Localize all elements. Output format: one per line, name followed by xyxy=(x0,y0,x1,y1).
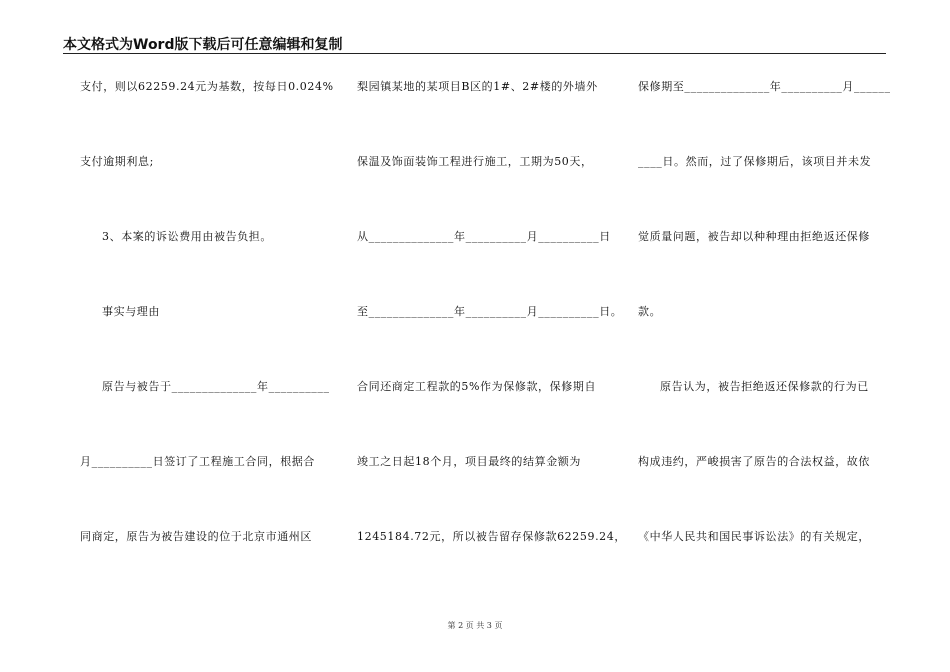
text-line: 同商定，原告为被告建设的位于北京市通州区 xyxy=(80,530,312,543)
text-line: 梨园镇某地的某项目B区的1#、2#楼的外墙外 xyxy=(357,80,598,93)
text-line: 原告认为，被告拒绝返还保修款的行为已 xyxy=(660,380,869,393)
section-heading: 事实与理由 xyxy=(102,305,160,318)
text-line: 原告与被告于______________年__________ xyxy=(102,380,330,393)
text-line: 构成违约，严峻损害了原告的合法权益，故依 xyxy=(638,455,870,468)
page-number-footer: 第 2 页 共 3 页 xyxy=(447,621,503,630)
text-line: 保修期至______________年__________月______ xyxy=(638,80,891,93)
text-line: 至______________年__________月__________日。 xyxy=(357,305,623,318)
text-line: 3、本案的诉讼费用由被告负担。 xyxy=(102,230,272,243)
text-line: 觉质量问题，被告却以种种理由拒绝返还保修 xyxy=(638,230,870,243)
text-line: 从______________年__________月__________日 xyxy=(357,230,611,243)
text-line: 合同还商定工程款的5%作为保修款，保修期自 xyxy=(357,380,597,393)
text-line: ____日。然而，过了保修期后，该项目并未发 xyxy=(638,155,872,168)
text-line: 支付逾期利息; xyxy=(80,155,154,168)
text-line: 保温及饰面装饰工程进行施工，工期为50天， xyxy=(357,155,593,168)
header-divider xyxy=(63,53,886,54)
text-line: 支付，则以62259.24元为基数，按每日0.024% xyxy=(80,80,334,93)
text-line: 《中华人民共和国民事诉讼法》的有关规定， xyxy=(638,530,870,543)
document-header-title: 本文格式为Word版下载后可任意编辑和复制 xyxy=(63,37,343,53)
text-line: 1245184.72元，所以被告留存保修款62259.24， xyxy=(357,530,626,543)
text-line: 月__________日签订了工程施工合同，根据合 xyxy=(80,455,315,468)
text-line: 竣工之日起18个月，项目最终的结算金额为 xyxy=(357,455,581,468)
text-line: 款。 xyxy=(638,305,662,318)
